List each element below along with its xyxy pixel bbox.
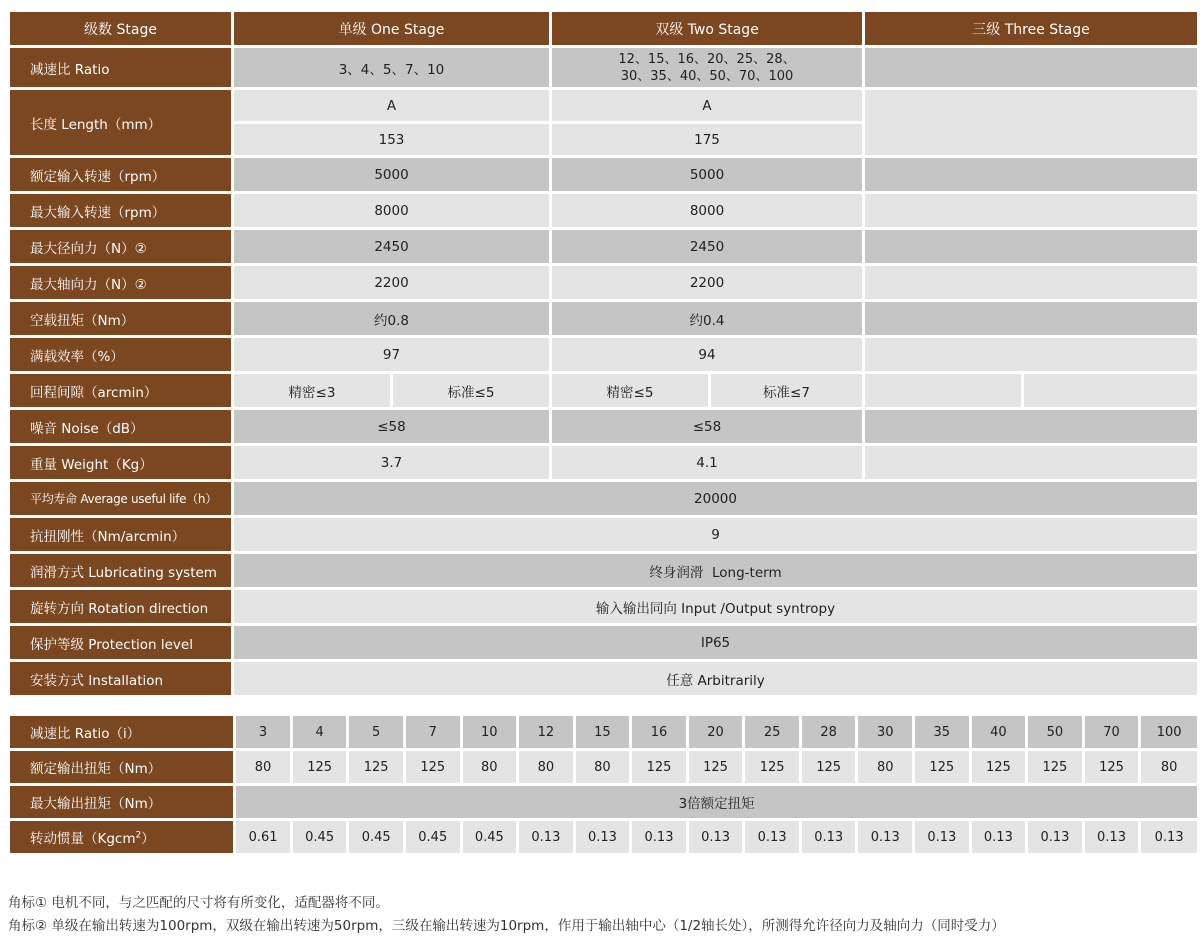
ratio-cell: 10 xyxy=(463,716,520,751)
label-rated-torque: 额定输出扭矩（Nm） xyxy=(10,751,236,786)
label-installation: 安装方式 Installation xyxy=(10,662,234,698)
inertia-cell: 0.45 xyxy=(293,821,350,856)
inertia-label-text: 转动惯量（Kgcm xyxy=(30,831,136,847)
rated-speed-three xyxy=(865,158,1200,194)
rated-torque-cell: 125 xyxy=(406,751,463,786)
rated-torque-cell: 125 xyxy=(972,751,1029,786)
inertia-cell: 0.13 xyxy=(632,821,689,856)
axial-two: 2200 xyxy=(552,266,865,302)
radial-three xyxy=(865,230,1200,266)
ratio-cell: 3 xyxy=(236,716,293,751)
length-two-b: 175 xyxy=(552,124,865,158)
backlash-three-standard xyxy=(1024,374,1200,410)
rated-torque-cell: 125 xyxy=(802,751,859,786)
ratio-cell: 20 xyxy=(689,716,746,751)
rated-torque-cell: 80 xyxy=(858,751,915,786)
rated-torque-cell: 80 xyxy=(576,751,633,786)
label-efficiency: 满载效率（%） xyxy=(10,338,234,374)
inertia-cell: 0.13 xyxy=(972,821,1029,856)
backlash-two-precision: 精密≤5 xyxy=(552,374,711,410)
efficiency-three xyxy=(865,338,1200,374)
inertia-cell: 0.45 xyxy=(406,821,463,856)
rated-torque-cell: 80 xyxy=(519,751,576,786)
weight-one: 3.7 xyxy=(234,446,552,482)
label-protection: 保护等级 Protection level xyxy=(10,626,234,662)
row-max-torque xyxy=(10,786,1200,821)
ratio-cell: 4 xyxy=(293,716,350,751)
label-inertia xyxy=(10,821,236,856)
ratio-cell: 70 xyxy=(1085,716,1142,751)
rated-torque-cell: 125 xyxy=(689,751,746,786)
rated-torque-cell: 125 xyxy=(1028,751,1085,786)
ratio-cell: 50 xyxy=(1028,716,1085,751)
length-three xyxy=(865,90,1200,158)
row-protection xyxy=(10,626,1200,662)
row-life xyxy=(10,482,1200,518)
rated-torque-cell: 80 xyxy=(236,751,293,786)
row-rotation xyxy=(10,590,1200,626)
rated-torque-cell: 80 xyxy=(1141,751,1200,786)
ratio-cell: 100 xyxy=(1141,716,1200,751)
label-weight: 重量 Weight（Kg） xyxy=(10,446,234,482)
note-2: 角标② 单级在输出转速为100rpm，双级在输出转速为50rpm，三级在输出转速为10rpm，作用于输出轴中心（1/2轴长处），所测得允许径向力及轴向力（同时受力） xyxy=(8,918,1005,934)
label-ratio-i: 减速比 Ratio（i） xyxy=(10,716,236,751)
ratio-two xyxy=(552,48,865,90)
inertia-cell: 0.13 xyxy=(858,821,915,856)
ratio-one: 3、4、5、7、10 xyxy=(234,48,552,90)
inertia-cell: 0.13 xyxy=(802,821,859,856)
backlash-two-standard: 标准≤7 xyxy=(711,374,865,410)
ratio-table xyxy=(10,716,1200,856)
label-stiffness: 抗扭刚性（Nm/arcmin） xyxy=(10,518,234,554)
header-stage: 级数 Stage xyxy=(10,12,234,48)
inertia-cell: 0.13 xyxy=(1141,821,1200,856)
row-length-a xyxy=(10,90,1200,124)
rated-speed-two: 5000 xyxy=(552,158,865,194)
row-rated-speed xyxy=(10,158,1200,194)
row-rated-torque xyxy=(10,751,1200,786)
ratio-three xyxy=(865,48,1200,90)
weight-three xyxy=(865,446,1200,482)
ratio-cell: 28 xyxy=(802,716,859,751)
installation-value: 任意 Arbitrarily xyxy=(234,662,1200,698)
label-max-speed: 最大输入转速（rpm） xyxy=(10,194,234,230)
inertia-cell: 0.61 xyxy=(236,821,293,856)
label-noload: 空载扭矩（Nm） xyxy=(10,302,234,338)
noise-one: ≤58 xyxy=(234,410,552,446)
inertia-cell: 0.13 xyxy=(689,821,746,856)
spec-table xyxy=(10,12,1200,698)
ratio-cell: 7 xyxy=(406,716,463,751)
rated-torque-cell: 125 xyxy=(745,751,802,786)
protection-value: IP65 xyxy=(234,626,1200,662)
ratio-cell: 5 xyxy=(349,716,406,751)
label-noise: 噪音 Noise（dB） xyxy=(10,410,234,446)
ratio-cell: 40 xyxy=(972,716,1029,751)
row-ratio-i xyxy=(10,716,1200,751)
row-noload xyxy=(10,302,1200,338)
row-weight xyxy=(10,446,1200,482)
inertia-cell: 0.13 xyxy=(1085,821,1142,856)
row-noise xyxy=(10,410,1200,446)
ratio-two-line2: 30、35、40、50、70、100 xyxy=(620,68,794,84)
rated-torque-cell: 125 xyxy=(915,751,972,786)
backlash-three-precision xyxy=(865,374,1024,410)
label-ratio: 减速比 Ratio xyxy=(10,48,234,90)
radial-one: 2450 xyxy=(234,230,552,266)
row-ratio xyxy=(10,48,1200,90)
efficiency-two: 94 xyxy=(552,338,865,374)
label-lubrication: 润滑方式 Lubricating system xyxy=(10,554,234,590)
header-two-stage: 双级 Two Stage xyxy=(552,12,865,48)
rated-torque-cell: 125 xyxy=(293,751,350,786)
label-backlash: 回程间隙（arcmin） xyxy=(10,374,234,410)
efficiency-one: 97 xyxy=(234,338,552,374)
label-length: 长度 Length（mm） xyxy=(10,90,234,158)
max-speed-two: 8000 xyxy=(552,194,865,230)
rated-torque-cell: 125 xyxy=(1085,751,1142,786)
header-one-stage: 单级 One Stage xyxy=(234,12,552,48)
row-max-speed xyxy=(10,194,1200,230)
max-speed-three xyxy=(865,194,1200,230)
row-radial xyxy=(10,230,1200,266)
length-two-a: A xyxy=(552,90,865,124)
ratio-cell: 12 xyxy=(519,716,576,751)
row-inertia xyxy=(10,821,1200,856)
label-rated-speed: 额定输入转速（rpm） xyxy=(10,158,234,194)
label-rotation: 旋转方向 Rotation direction xyxy=(10,590,234,626)
rated-speed-one: 5000 xyxy=(234,158,552,194)
label-life: 平均寿命 Average useful life（h） xyxy=(10,482,234,518)
rated-torque-cell: 80 xyxy=(463,751,520,786)
inertia-cell: 0.13 xyxy=(915,821,972,856)
label-max-torque: 最大输出扭矩（Nm） xyxy=(10,786,236,821)
backlash-one-precision: 精密≤3 xyxy=(234,374,393,410)
inertia-label-close: ） xyxy=(141,831,155,847)
length-one-a: A xyxy=(234,90,552,124)
ratio-cell: 35 xyxy=(915,716,972,751)
inertia-label-sup: 2 xyxy=(135,830,142,841)
row-efficiency xyxy=(10,338,1200,374)
ratio-cell: 30 xyxy=(858,716,915,751)
stiffness-value: 9 xyxy=(234,518,1200,554)
backlash-one-standard: 标准≤5 xyxy=(393,374,552,410)
ratio-cell: 25 xyxy=(745,716,802,751)
lubrication-value: 终身润滑 Long-term xyxy=(234,554,1200,590)
rated-torque-cell: 125 xyxy=(349,751,406,786)
inertia-cell: 0.45 xyxy=(349,821,406,856)
row-installation xyxy=(10,662,1200,698)
life-value: 20000 xyxy=(234,482,1200,518)
rated-torque-cell: 125 xyxy=(632,751,689,786)
noise-two: ≤58 xyxy=(552,410,865,446)
noise-three xyxy=(865,410,1200,446)
weight-two: 4.1 xyxy=(552,446,865,482)
noload-two: 约0.4 xyxy=(552,302,865,338)
max-torque-value: 3倍额定扭矩 xyxy=(236,786,1200,821)
row-stiffness xyxy=(10,518,1200,554)
ratio-two-line1: 12、15、16、20、25、28、 xyxy=(618,51,796,67)
row-axial xyxy=(10,266,1200,302)
radial-two: 2450 xyxy=(552,230,865,266)
noload-three xyxy=(865,302,1200,338)
row-backlash xyxy=(10,374,1200,410)
inertia-cell: 0.13 xyxy=(576,821,633,856)
ratio-cell: 15 xyxy=(576,716,633,751)
rotation-value: 输入输出同向 Input /Output syntropy xyxy=(234,590,1200,626)
inertia-cell: 0.45 xyxy=(463,821,520,856)
length-one-b: 153 xyxy=(234,124,552,158)
inertia-cell: 0.13 xyxy=(745,821,802,856)
label-axial: 最大轴向力（N）② xyxy=(10,266,234,302)
max-speed-one: 8000 xyxy=(234,194,552,230)
inertia-cell: 0.13 xyxy=(1028,821,1085,856)
inertia-cell: 0.13 xyxy=(519,821,576,856)
ratio-cell: 16 xyxy=(632,716,689,751)
header-row xyxy=(10,12,1200,48)
axial-one: 2200 xyxy=(234,266,552,302)
label-radial: 最大径向力（N）② xyxy=(10,230,234,266)
header-three-stage: 三级 Three Stage xyxy=(865,12,1200,48)
noload-one: 约0.8 xyxy=(234,302,552,338)
axial-three xyxy=(865,266,1200,302)
note-1: 角标① 电机不同，与之匹配的尺寸将有所变化，适配器将不同。 xyxy=(8,895,389,911)
row-lubrication xyxy=(10,554,1200,590)
